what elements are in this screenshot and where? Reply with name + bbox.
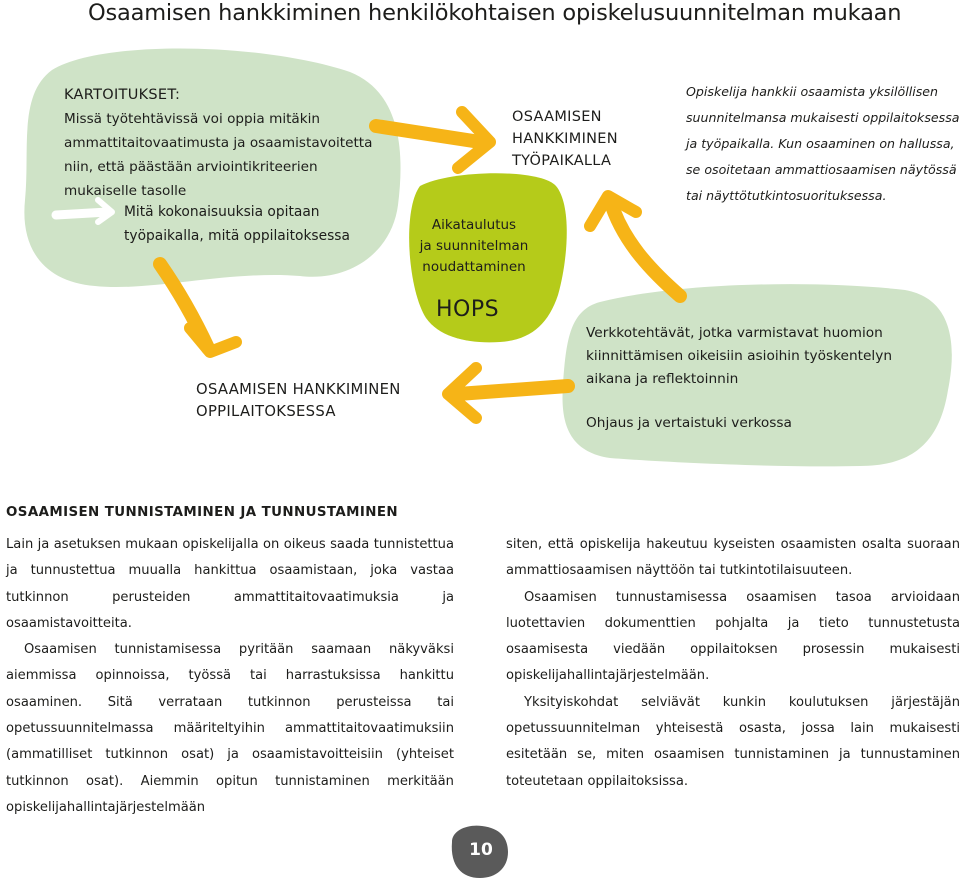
kartoitukset-line: ammattitaitovaatimusta ja osaamistavoitetta [64,135,373,151]
paragraph: Lain ja asetuksen mukaan opiskelijalla on oikeus saada tunnistettua ja tunnustettua muualla hankittua osaamistaan, joka vastaa tutkinnon perusteiden ammattitaitovaatimuksia ja osaamistavoitteita. [6,537,454,631]
tyopaikka-text-line: se osoitetaan ammattiosaamisen näytössä [686,162,957,177]
tyopaikka-text-line: Opiskelija hankkii osaamista yksilöllisen [686,84,938,99]
page-number: 10 [469,840,493,860]
hops-schedule-line: ja suunnitelman [419,238,529,254]
left-column [6,532,454,821]
arrow-left-icon [448,368,568,418]
ohjaus-text: Ohjaus ja vertaistuki verkossa [586,415,792,431]
page-title: Osaamisen hankkiminen henkilökohtaisen opiskelusuunnitelman mukaan [88,0,902,26]
paragraph: Osaamisen tunnustamisessa osaamisen tasoa arvioidaan luotettavien dokumenttien pohjalta ja tieto tunnustetusta osaamisesta viedään oppilaitoksen prosessin mukaisesti opiskelijahallintajärjestelmään. [506,589,960,684]
tyopaikka-text-line: suunnitelmansa mukaisesti oppilaitoksessa [686,110,960,125]
kartoitukset-line: niin, että päästään arviointikriteerien [64,159,318,175]
verkko-line: Verkkotehtävät, jotka varmistavat huomion [586,325,883,341]
right-column [506,532,960,795]
tyopaikka-text-line: tai näyttötutkintosuorituksessa. [686,188,887,203]
tyopaikka-heading-line: HANKKIMINEN [512,131,618,147]
oppilaitos-heading-line: OSAAMISEN HANKKIMINEN [196,381,401,398]
tyopaikka-text-line: ja työpaikalla. Kun osaaminen on hallussa, [686,136,955,151]
white-arrow-icon [56,212,108,215]
tyopaikka-heading [512,106,618,172]
hops-schedule-line: Aikataulutus [431,217,517,233]
tyopaikka-heading-line: TYÖPAIKALLA [512,153,612,169]
hops-schedule-line: noudattaminen [422,259,526,275]
verkko-line: kiinnittämisen oikeisiin asioihin työskentelyn [586,348,892,364]
oppilaitos-heading-line: OPPILAITOKSESSA [196,403,336,420]
tyopaikka-text [686,79,959,209]
kartoitukset-heading: KARTOITUKSET: [64,87,181,103]
section-heading: OSAAMISEN TUNNISTAMINEN JA TUNNUSTAMINEN [6,505,399,520]
hops-schedule [416,215,532,278]
kartoitukset-block [64,83,372,203]
kartoitukset-sub-line: työpaikalla, mitä oppilaitoksessa [124,228,350,244]
kartoitukset-sub-line: Mitä kokonaisuuksia opitaan [124,204,320,220]
kartoitukset-line: mukaiselle tasolle [64,183,187,199]
verkko-line: aikana ja reflektoinnin [586,371,739,387]
arrow-up-icon [590,196,680,296]
paragraph: Osaamisen tunnistamisessa pyritään saamaan näkyväksi aiemmissa opinnoissa, työssä tai harrastuksissa hankittu osaaminen. Sitä verrataan tutkinnon perusteissa tai opetussuunnitelmassa määriteltyihin ammattitaitovaatimuksiin (ammatilliset tutkinnon osat) ja osaamistavoitteisiin (yhteiset tutkinnon osat). Aiemmin opitun tunnistaminen merkitään opiskelijahallintajärjestelmään [6,642,454,815]
kartoitukset-line: Missä työtehtävissä voi oppia mitäkin [64,111,321,127]
hops-label: HOPS [436,297,500,322]
verkko-text [586,322,892,391]
oppilaitos-heading [196,379,401,423]
paragraph: siten, että opiskelija hakeutuu kyseisten osaamisten osalta suoraan ammattiosaamisen näyttöön tai tutkintotilaisuuteen. [506,537,960,579]
tyopaikka-heading-line: OSAAMISEN [512,109,602,125]
kartoitukset-sub [124,200,350,248]
paragraph: Yksityiskohdat selviävät kunkin koulutuksen järjestäjän opetussuunnitelman yhteisestä osasta, jossa lain mukaisesti esitetään se, miten osaamisen tunnistaminen ja tunnustaminen toteutetaan oppilaitoksissa. [506,694,960,789]
